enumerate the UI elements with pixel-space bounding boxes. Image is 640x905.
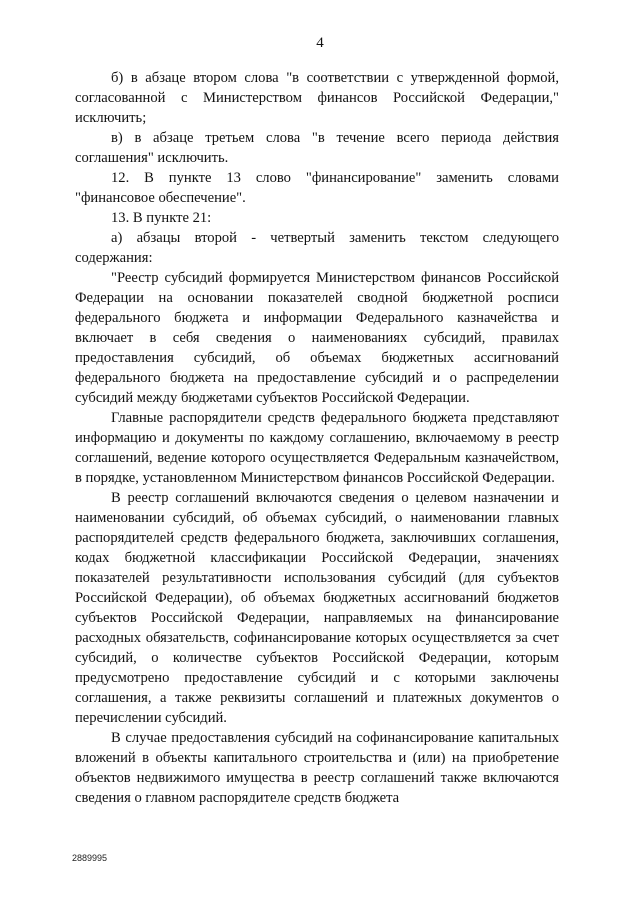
document-code: 2889995 [72, 853, 108, 863]
paragraph-v-sluchae: В случае предоставления субсидий на софинансирование капитальных вложений в объекты капитального строительства и (или) на приобретение объектов недвижимого имущества в реестр соглашений также включаются сведения о главном распорядителе средств бюджета [75, 730, 559, 806]
paragraph-b-abzac-vtoroy: б) в абзаце втором слова "в соответствии с утвержденной формой, согласованной с Министерством финансов Российской Федерации," исключить; [75, 70, 559, 126]
paragraph-item-12: 12. В пункте 13 слово "финансирование" заменить словами "финансовое обеспечение". [75, 170, 559, 206]
paragraph-item-13: 13. В пункте 21: [111, 210, 212, 226]
paragraph-reestr-subsidiy: "Реестр субсидий формируется Министерством финансов Российской Федерации на основании показателей сводной бюджетной росписи федерального бюджета и информации Федерального казначейства и включает в себя сведения о наименованиях субсидий, правилах предоставления субсидий, об объемах бюджетных ассигнований федерального бюджета на предоставление субсидий и о распределении субсидий между бюджетами субъектов Российской Федерации. [75, 270, 559, 406]
paragraph-reestr-soglasheniy: В реестр соглашений включаются сведения о целевом назначении и наименовании субсидий, об объемах субсидий, о наименовании главных распорядителей средств федерального бюджета, заключивших соглашения, кодах бюджетной классификации Российской Федерации, значениях показателей результативности использования субсидий (для субъектов Российской Федерации), об объемах бюджетных ассигнований бюджетов субъектов Российской Федерации, направляемых на финансирование расходных обязательств, софинансирование которых осуществляется за счет субсидий, о количестве субъектов Российской Федерации, которым предусмотрено предоставление субсидий и с которыми заключены соглашения, а также реквизиты соглашений и платежных документов о перечислении субсидий. [75, 490, 559, 726]
page-number: 4 [316, 35, 324, 51]
document-body [75, 68, 559, 808]
paragraph-v-abzac-tretiy: в) в абзаце третьем слова "в течение всего периода действия соглашения" исключить. [75, 130, 559, 166]
paragraph-a-replace-text: а) абзацы второй - четвертый заменить текстом следующего содержания: [75, 230, 559, 266]
paragraph-glavnye-rasporyaditeli: Главные распорядители средств федерального бюджета представляют информацию и документы по каждому соглашению, включаемому в реестр соглашений, ведение которого осуществляется Федеральным казначейством, в порядке, установленном Министерством финансов Российской Федерации. [75, 410, 559, 486]
